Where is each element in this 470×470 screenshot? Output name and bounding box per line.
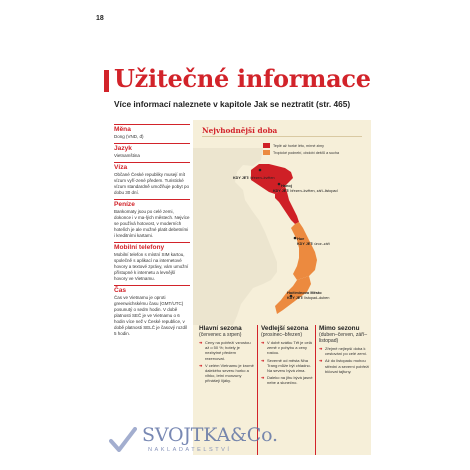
season-low — [315, 325, 371, 455]
season-item-text: Daleko na jihu bývá jasné nebe a slunečno. — [267, 375, 313, 386]
map-heading: Nejvhodnější doba — [202, 126, 278, 135]
info-block-currency — [114, 124, 190, 140]
city-marker-hue — [294, 237, 297, 240]
season-item-text: Až do listopadu mohou střední a severní pobřeží bičovat tajfuny. — [325, 358, 370, 374]
kdy-jet-label: KDY JET: — [287, 296, 304, 300]
arrow-bullet-icon: ➜ — [261, 340, 265, 345]
info-block-visa — [114, 162, 190, 196]
map-region-south — [275, 276, 311, 314]
season-subtitle: (červenec a srpen) — [199, 332, 242, 338]
info-heading: Jazyk — [114, 143, 190, 153]
season-item — [319, 358, 371, 374]
season-subtitle: (duben–červen, září–listopad) — [319, 332, 368, 344]
info-text: Bankomaty jsou po celé zemi, dokonce i v ma-lých městech. Nejvíce se používá hotovost, v moderních hotelích je ale možné platit debetními i kreditními kartami. — [114, 209, 190, 238]
map-region-central — [291, 222, 317, 280]
arrow-bullet-icon: ➜ — [261, 357, 265, 363]
hanoi-when: březen–květen, září–listopad — [290, 189, 338, 193]
kdy-jet-label: KDY JET: — [297, 242, 314, 246]
city-marker-sapa — [259, 169, 262, 172]
season-title: Hlavní sezona — [199, 325, 242, 332]
info-heading: Měna — [114, 124, 190, 134]
vietnam-map — [193, 120, 371, 325]
info-block-phones — [114, 242, 190, 282]
season-item-text: Ceny na pobřeží vzrostou až o 50 %; hotely je nezbytné předem rezervovat. — [205, 340, 251, 361]
info-block-time — [114, 285, 190, 337]
info-heading: Mobilní telefony — [114, 242, 190, 252]
season-subtitle: (prosinec–březen) — [261, 332, 303, 338]
season-title: Mimo sezonu — [319, 325, 360, 332]
sapa-when: březen–květen — [250, 176, 275, 180]
season-item-text: V době svátku Tết je celá země v pohybu a ceny rostou. — [267, 340, 312, 356]
title-accent-bar — [104, 70, 109, 92]
info-text: Dong (VND, đ) — [114, 134, 144, 139]
season-item — [199, 363, 255, 384]
hue-label — [297, 236, 304, 241]
arrow-bullet-icon: ➜ — [199, 362, 203, 368]
hue-when: únor–září — [314, 242, 330, 246]
season-item-text: V celém Vietnamu je kromě dalekého severu horko a vlhko, letní monzuny přinášejí lijáky. — [205, 362, 254, 384]
arrow-bullet-icon: ➜ — [261, 375, 265, 381]
info-text: Občané České republiky musejí mít vízum vyří-zené předem. Turistické vízum standardně umožňuje pobyt po dobu 30 dní. — [114, 172, 190, 195]
season-item — [261, 358, 313, 374]
arrow-bullet-icon: ➜ — [319, 358, 323, 364]
info-block-language — [114, 143, 190, 159]
season-item-text: Severně od města Nha Trang může být chladno. Na severu bývá zima. — [267, 357, 311, 374]
kdy-jet-label: KDY JET: — [273, 189, 290, 193]
city-name-hcmc: Hočiminovo Město — [287, 290, 322, 295]
when-to-go-panel — [193, 120, 371, 455]
kdy-jet-label: KDY JET: — [233, 176, 250, 180]
info-column — [114, 124, 190, 340]
legend-label: Tropické podnebí, období dešťů a sucha — [273, 150, 340, 155]
hanoi-when-label — [273, 189, 338, 193]
season-high — [199, 325, 255, 386]
info-text: Čas ve Vietnamu je oproti greenwichskému času (GMT/UTC) posunutý o sedm hodin. V době platnosti SEČ je ve Vietnamu o 6 hodin více než v České republice, v době platnosti SELČ je časový rozdíl 5 hodin. — [114, 295, 188, 336]
info-text: Vietnamština — [114, 153, 140, 158]
arrow-bullet-icon: ➜ — [199, 340, 203, 345]
season-item — [261, 340, 313, 356]
page-number: 18 — [96, 15, 104, 22]
season-item — [261, 375, 313, 385]
info-heading: Peníze — [114, 199, 190, 209]
season-title: Vedlejší sezona — [261, 325, 309, 332]
checkmark-logo-icon — [108, 426, 138, 454]
season-item — [199, 340, 255, 361]
publisher-watermark — [108, 424, 308, 464]
arrow-bullet-icon: ➜ — [319, 346, 323, 351]
page-title: Užitečné informace — [114, 64, 371, 93]
watermark-text: SVOJTKA&Co. — [142, 424, 278, 446]
hcmc-when-label — [287, 296, 329, 300]
hcmc-label — [287, 290, 322, 295]
hanoi-label — [281, 183, 292, 188]
city-name-hanoi: Hanoj — [281, 183, 292, 188]
info-heading: Víza — [114, 162, 190, 172]
hue-when-label — [297, 242, 330, 246]
season-item — [319, 346, 371, 356]
city-name-hue: Hue — [297, 236, 305, 241]
season-item-text: Zřejmě nejlepší doba k cestování po celé zemi. — [325, 346, 367, 357]
hcmc-when: listopad–duben — [304, 296, 330, 300]
legend-label: Teplé až horké léto, mírné zimy — [273, 143, 325, 148]
watermark-subtext: NAKLADATELSTVÍ — [148, 447, 232, 453]
sapa-when-label — [233, 176, 275, 180]
city-marker-hanoi — [278, 183, 281, 186]
page-subtitle: Více informací naleznete v kapitole Jak se neztratit (str. 465) — [114, 99, 351, 109]
info-heading: Čas — [114, 285, 190, 295]
info-block-money — [114, 199, 190, 239]
info-text: Mobilní telefon s místní SIM kartou, společně s aplikací na internetové hovory a textové zprávy, vám umožní přístupné k internetu a levnější hovory ve Vietnamu. — [114, 252, 189, 281]
